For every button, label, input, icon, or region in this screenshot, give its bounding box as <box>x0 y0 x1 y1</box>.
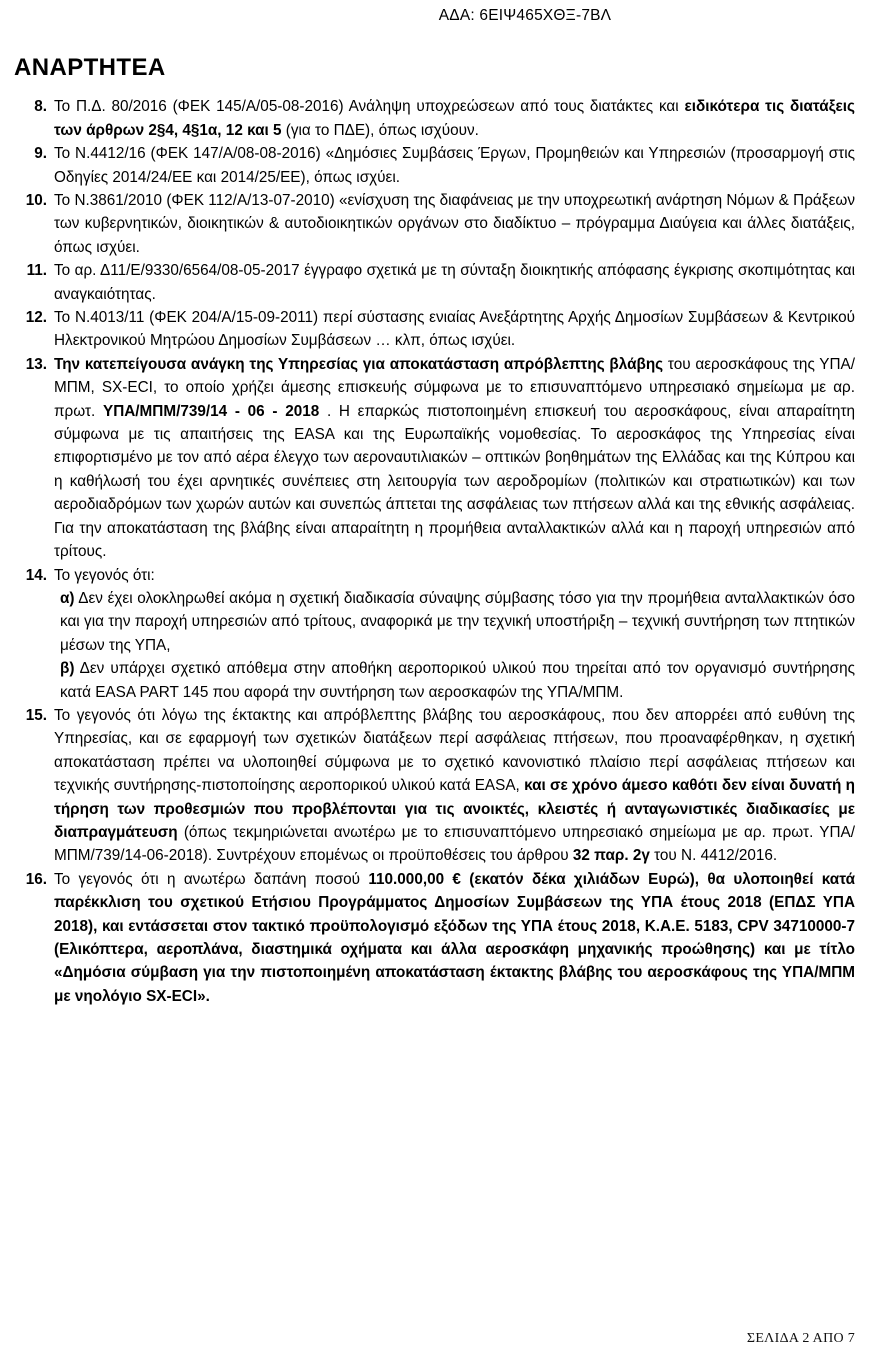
clause-number: 9. <box>34 145 47 163</box>
clause-text <box>54 259 855 306</box>
clause-text-segment: (όπως τεκμηριώνεται ανωτέρω με το επισυναπτόμενο υπηρεσιακό σημείωμα με αρ. πρωτ. ΥΠΑ/ΜΠΜ/739/14-06-2018). Συντρέχουν επομένως οι προϋποθέσεις του άρθρου <box>54 823 855 865</box>
clause-text-segment: 110.000,00 € (εκατόν δέκα χιλιάδων Ευρώ), θα υλοποιηθεί κατά παρέκκλιση του σχετικού Ετήσιου Προγράμματος Δημοσίων Συμβάσεων της ΥΠΑ έτους 2018 (ΕΠΔΣ ΥΠΑ 2018), και εντάσσεται στον τακτικό προϋπολογισμό εξόδων της ΥΠΑ έτους 2018, Κ.Α.Ε. 5183, CPV 34710000-7 (Ελικόπτερα, αεροπλάνα, διαστημικά οχήματα και άλλα αεροσκάφη μηχανικής προώθησης) και με τίτλο «Δημόσια σύμβαση για την πιστοποιημένη αποκατάσταση έκτακτης βλάβης του αεροσκάφους της ΥΠΑ/ΜΠΜ με νηολόγιο SX-ECI». <box>54 870 856 1005</box>
clause-number: 14. <box>25 566 47 584</box>
clause-text <box>54 306 855 353</box>
clause-text <box>54 564 855 587</box>
clause-text <box>54 868 855 1008</box>
page-title: ΑΝΑΡΤΗΤΕΑ <box>14 54 166 81</box>
clause-item <box>14 564 855 704</box>
clause-text <box>54 704 855 868</box>
clause-text-segment: . Η επαρκώς πιστοποιημένη επισκευή του αεροσκάφους, είναι απαραίτητη σύμφωνα με τις απαιτήσεις της EASA και της Ευρωπαϊκής νομοθεσίας. Το αεροσκάφος της Υπηρεσίας είναι επιφορτισμένο με τον από αέρα έλεγχο των αεροναυτιλιακών – οπτικών βοηθημάτων της Ελλάδας και της Κύπρου και η καθήλωσή του έχει αρνητικές συνέπειες στη λειτουργία των αεροδρομίων (πολιτικών και στρατιωτικών) και των αεροδιαδρόμων των χωρών αυτών και συνεπώς άπτεται της ασφάλειας των πτήσεων αλλά και της εθνικής ασφάλειας. Για την αποκατάσταση της βλάβης είναι απαραίτητη η προμήθεια ανταλλακτικών αλλά και η παροχή υπηρεσιών από τρίτους. <box>54 402 855 561</box>
clause-text-segment: του Ν. 4412/2016. <box>649 847 778 865</box>
clause-subitem <box>60 587 855 657</box>
ada-stamp: ΑΔΑ: 6ΕΙΨ465ΧΘΞ-7ΒΛ <box>438 7 612 24</box>
clause-text-segment: Το Π.Δ. 80/2016 (ΦΕΚ 145/Α/05-08-2016) Ανάληψη υποχρεώσεων από τους διατάκτες και <box>54 98 685 116</box>
clause-text-segment: και σε χρόνο άμεσο καθότι δεν είναι δυνατή η τήρηση των προθεσμιών που προβλέπονται για τις ανοικτές, κλειστές ή ανταγωνιστικές διαδικασίες με διαπραγμάτευση <box>54 777 855 841</box>
clause-item <box>14 189 855 259</box>
clause-item <box>14 704 855 868</box>
clause-number: 13. <box>25 355 47 373</box>
clause-text-segment: Το γεγονός ότι λόγω της έκτακτης και απρόβλεπτης βλάβης του αεροσκάφους, που δεν απορρέει από ευθύνη της Υπηρεσίας, και σε εφαρμογή των σχετικών διατάξεων περί ασφάλειας πτήσεων, που προαναφέρθηκαν, η σχετική αποκατάσταση πρέπει να υλοποιηθεί σύμφωνα με το σχετικό κανονιστικό πλαίσιο περί ασφάλειας πτήσεων και τεχνικής συντήρησης-πιστοποίησης αεροπορικού υλικού κατά EASA, <box>54 706 855 795</box>
clause-text-segment: του αεροσκάφους της ΥΠΑ/ΜΠΜ, SX-ECI, το οποίο χρήζει άμεσης επισκευής σύμφωνα με το επισυναπτόμενο υπηρεσιακό σημείωμα με αρ. πρωτ. <box>54 355 855 420</box>
clause-number: 10. <box>25 192 47 210</box>
clause-number: 16. <box>25 870 47 888</box>
clause-list <box>0 95 880 1008</box>
clause-item <box>14 306 855 353</box>
clause-text-segment: (για το ΠΔΕ), όπως ισχύουν. <box>281 121 479 139</box>
clause-text-segment: Το γεγονός ότι: <box>54 566 155 584</box>
clause-subitem <box>60 657 855 704</box>
clause-number: 11. <box>26 262 47 280</box>
clause-item <box>14 353 855 564</box>
clause-text-segment: ΥΠΑ/ΜΠΜ/739/14 - 06 - 2018 <box>103 402 320 420</box>
clause-text-segment: Το αρ. Δ11/Ε/9330/6564/08-05-2017 έγγραφο σχετικά με τη σύνταξη διοικητικής απόφασης έγκρισης σκοπιμότητας και αναγκαιότητας. <box>54 262 855 303</box>
clause-subitem-text-segment: Δεν υπάρχει σχετικό απόθεμα στην αποθήκη αεροπορικού υλικού που τηρείται από τον οργανισμό συντήρησης κατά EASA PART 145 που αφορά την συντήρηση των αεροσκαφών της ΥΠΑ/ΜΠΜ. <box>60 660 855 701</box>
page-number-footer: ΣΕΛΙΔΑ 2 ΑΠΟ 7 <box>746 1331 855 1346</box>
clause-text-segment: Το Ν.3861/2010 (ΦΕΚ 112/Α/13-07-2010) «ενίσχυση της διαφάνειας με την υποχρεωτική ανάρτηση Νόμων & Πράξεων των κυβερνητικών, διοικητικών & αυτοδιοικητικών οργάνων στο διαδίκτυο – πρόγραμμα Διαύγεια και άλλες διατάξεις, όπως ισχύει. <box>54 192 855 256</box>
clause-subitem-text-segment: Δεν έχει ολοκληρωθεί ακόμα η σχετική διαδικασία σύναψης σύμβασης τόσο για την προμήθεια ανταλλακτικών όσο και για την παροχή υπηρεσιών από τρίτους, αναφορικά με την τεχνική υποστήριξη – τεχνική συντήρηση των πτητικών μέσων της ΥΠΑ, <box>60 589 855 654</box>
clause-text <box>54 353 855 564</box>
clause-item <box>14 868 855 1008</box>
clause-text-segment: Το Ν.4412/16 (ΦΕΚ 147/Α/08-08-2016) «Δημόσιες Συμβάσεις Έργων, Προμηθειών και Υπηρεσιών (προσαρμογή στις Οδηγίες 2014/24/ΕΕ και 2014/25/ΕΕ), όπως ισχύει. <box>54 145 855 186</box>
clause-text-segment: Το γεγονός ότι η ανωτέρω δαπάνη ποσού <box>54 870 369 888</box>
clause-text-segment: 32 παρ. 2γ <box>572 847 650 865</box>
clause-number: 12. <box>25 309 47 327</box>
clause-item <box>14 95 855 142</box>
clause-item <box>14 142 855 189</box>
clause-text-segment: Την κατεπείγουσα ανάγκη της Υπηρεσίας για αποκατάσταση απρόβλεπτης βλάβης <box>54 355 664 373</box>
clause-subitem-text-segment: α) <box>60 589 75 607</box>
clause-text-segment: Το Ν.4013/11 (ΦΕΚ 204/Α/15-09-2011) περί σύστασης ενιαίας Ανεξάρτητης Αρχής Δημοσίων Συμβάσεων & Κεντρικού Ηλεκτρονικού Μητρώου Δημοσίων Συμβάσεων … κλπ, όπως ισχύει. <box>54 309 855 350</box>
clause-text <box>54 189 855 259</box>
clause-number: 8. <box>34 98 47 116</box>
clause-number: 15. <box>25 706 47 724</box>
clause-text <box>54 95 855 142</box>
clause-text <box>54 142 855 189</box>
clause-item <box>14 259 855 306</box>
clause-subitem-text-segment: β) <box>60 660 75 678</box>
clause-text-segment: ειδικότερα τις διατάξεις των άρθρων 2§4, 4§1α, 12 και 5 <box>54 98 855 139</box>
